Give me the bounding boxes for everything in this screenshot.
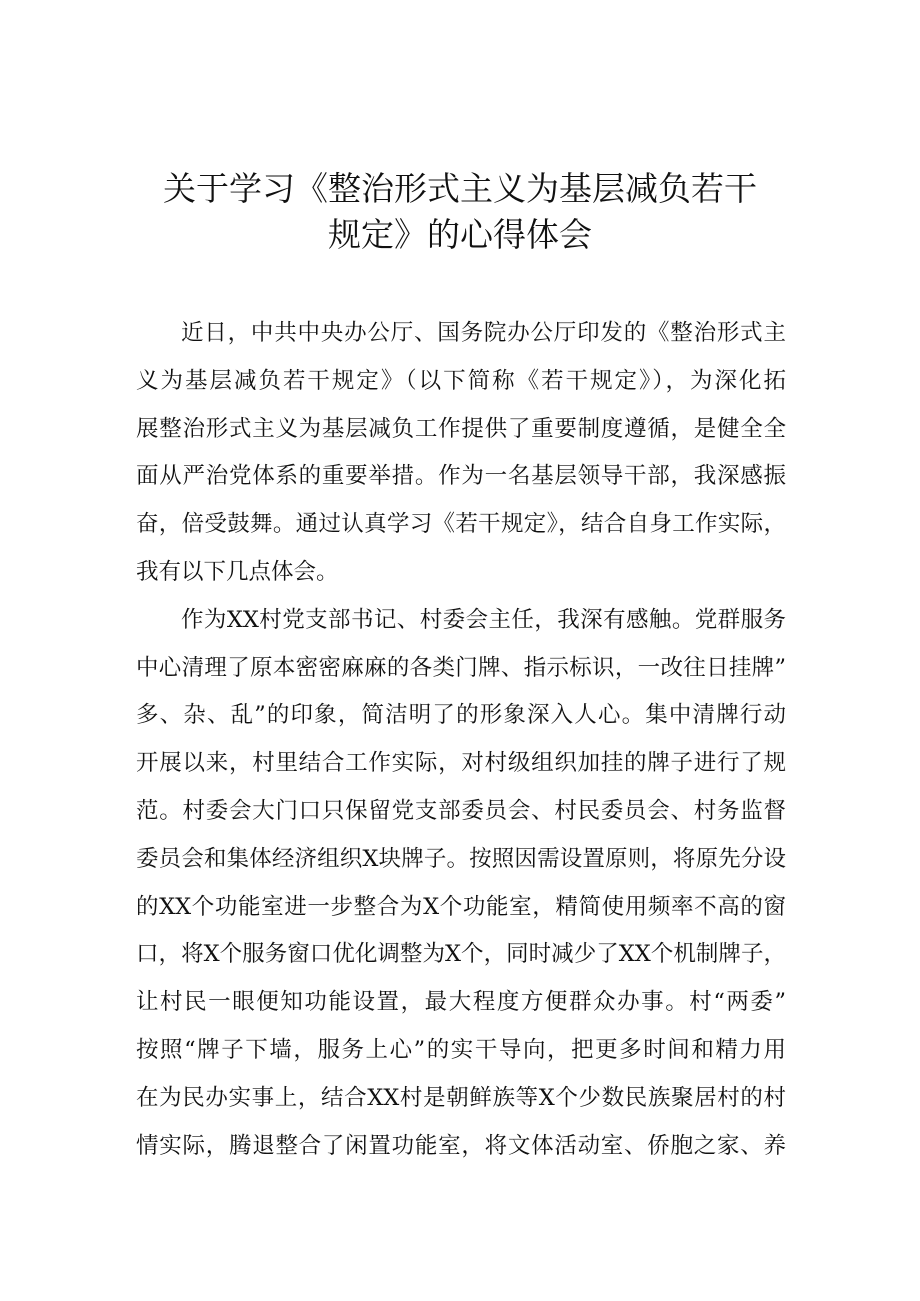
paragraph-line: 情实际，腾退整合了闲置功能室，将文体活动室、侨胞之家、养 (136, 1132, 786, 1159)
paragraph-line: 近日，中共中央办公厅、国务院办公厅印发的《整治形式主 (181, 320, 786, 346)
paragraph-line: 开展以来，村里结合工作实际，对村级组织加挂的牌子进行了规 (136, 750, 786, 777)
paragraph-line: 按照“牌子下墙，服务上心”的实干导向，把更多时间和精力用 (136, 1036, 786, 1063)
paragraph-line: 义为基层减负若干规定》（以下简称《若干规定》），为深化拓 (136, 367, 786, 394)
paragraph-line: 委员会和集体经济组织X块牌子。按照因需设置原则，将原先分设 (136, 845, 786, 872)
document-body (136, 310, 786, 1170)
document-title (120, 166, 800, 258)
paragraph-line: 展整治形式主义为基层减负工作提供了重要制度遵循，是健全全 (136, 415, 786, 442)
paragraph-line: 范。村委会大门口只保留党支部委员会、村民委员会、村务监督 (136, 797, 786, 824)
paragraph-line: 口，将X个服务窗口优化调整为X个，同时减少了XX个机制牌子， (136, 941, 786, 968)
paragraph-line: 的XX个功能室进一步整合为X个功能室，精简使用频率不高的窗 (136, 893, 786, 920)
paragraph-line: 让村民一眼便知功能设置，最大程度方便群众办事。村“两委” (136, 989, 786, 1016)
paragraph-line: 中心清理了原本密密麻麻的各类门牌、指示标识，一改往日挂牌” (136, 654, 786, 681)
paragraph-line: 面从严治党体系的重要举措。作为一名基层领导干部，我深感振 (136, 463, 786, 490)
paragraph-1 (136, 310, 786, 597)
title-line-1: 关于学习《整治形式主义为基层减负若干 (163, 169, 757, 208)
paragraph-2 (136, 597, 786, 1171)
paragraph-line: 作为XX村党支部书记、村委会主任，我深有感触。党群服务 (181, 606, 786, 633)
title-line-2: 规定》的心得体会 (328, 215, 592, 254)
paragraph-line: 奋，倍受鼓舞。通过认真学习《若干规定》，结合自身工作实际， (136, 511, 786, 538)
paragraph-line: 我有以下几点体会。 (136, 558, 339, 585)
paragraph-line: 多、杂、乱”的印象，简洁明了的形象深入人心。集中清牌行动 (136, 702, 786, 729)
paragraph-line: 在为民办实事上，结合XX村是朝鲜族等X个少数民族聚居村的村 (136, 1084, 786, 1111)
